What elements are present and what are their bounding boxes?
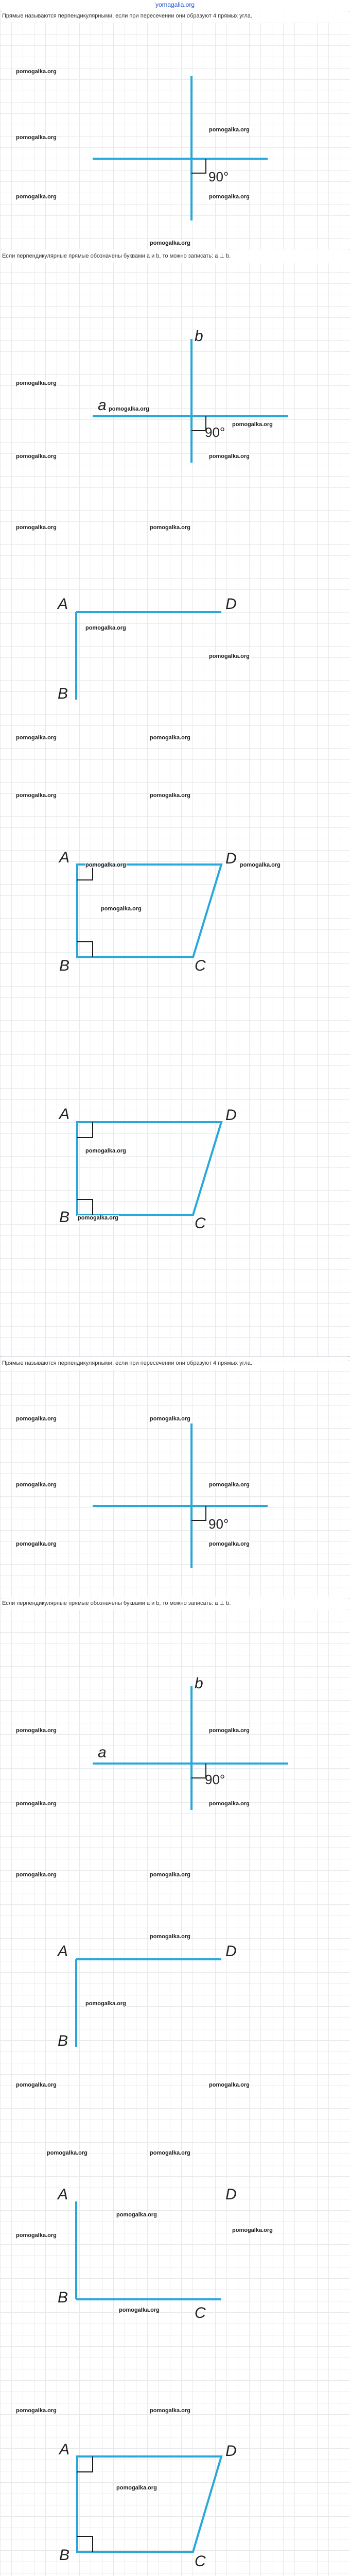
watermark: pomogalka.org — [16, 524, 57, 531]
angle-label: 90° — [205, 425, 225, 440]
watermark: pomogalka.org — [16, 1801, 57, 1807]
watermark: pomogalka.org — [85, 862, 126, 868]
quadrilateral-abcd — [77, 865, 221, 957]
point-a-label: A — [58, 596, 68, 613]
right-angle-b — [77, 942, 93, 957]
point-c-label: C — [195, 1215, 206, 1232]
point-b-label: B — [59, 1209, 70, 1226]
point-d-label: D — [225, 2443, 237, 2460]
watermark: pomogalka.org — [209, 453, 250, 460]
perpendicular-definition: Прямые называются перпендикулярными, если при пересечении они образуют 4 прямых угла. — [2, 1357, 348, 1370]
right-angle-a-2 — [77, 1122, 93, 1138]
angle-label: 90° — [208, 169, 229, 184]
point-c-label: C — [195, 957, 206, 974]
watermark: pomogalka.org — [16, 1541, 57, 1547]
watermark: pomogalka.org — [16, 735, 57, 741]
point-d-label: D — [225, 1943, 237, 1960]
watermark: pomogalka.org — [209, 1482, 250, 1488]
angle-label: 90° — [205, 1772, 225, 1787]
right-angle-b — [77, 2536, 93, 2552]
point-b-label: B — [59, 2547, 70, 2564]
right-angle-marker — [191, 1506, 206, 1520]
watermark: pomogalka.org — [150, 735, 190, 741]
right-angle-marker — [191, 159, 206, 173]
point-a-label: A — [59, 849, 70, 866]
point-b-label: B — [58, 685, 68, 702]
quadrilateral-abcd-2 — [77, 1122, 221, 1215]
diagram-canvas — [0, 1357, 350, 2576]
watermark: pomogalka.org — [150, 1416, 190, 1422]
point-a-label: A — [59, 1106, 70, 1123]
watermark: pomogalka.org — [150, 792, 190, 799]
right-angle-marker-2 — [191, 1764, 206, 1778]
diagram-canvas — [0, 9, 350, 1357]
watermark: pomogalka.org — [16, 792, 57, 799]
watermark: pomogalka.org — [150, 1872, 190, 1878]
site-header[interactable]: yornagalia.org — [0, 0, 350, 9]
watermark: pomogalka.org — [16, 1416, 57, 1422]
watermark: pomogalka.org — [209, 1541, 250, 1547]
point-d-label: D — [225, 1107, 237, 1124]
perpendicular-notation: Если перпендикулярные прямые обозначены буквами a и b, то можно записать: a ⊥ b. — [2, 249, 348, 263]
right-angle-marker-2 — [191, 416, 206, 431]
watermark: pomogalka.org — [150, 524, 190, 531]
line-a-label: a — [98, 397, 107, 414]
point-c-label: C — [195, 2553, 206, 2570]
point-d-label: D — [225, 2186, 237, 2203]
watermark: pomogalka.org — [16, 2408, 57, 2414]
watermark: pomogalka.org — [209, 1727, 250, 1734]
perpendicular-notation: Если перпендикулярные прямые обозначены буквами a и b, то можно записать: a ⊥ b. — [2, 1597, 348, 1610]
watermark: pomogalka.org — [150, 240, 190, 246]
figure-quadrilateral-2 — [77, 1122, 221, 1215]
point-b-label: B — [59, 957, 70, 974]
watermark: pomogalka.org — [78, 1215, 118, 1221]
watermark: pomogalka.org — [232, 421, 273, 428]
point-d-label: D — [225, 850, 237, 867]
watermark: pomogalka.org — [85, 1148, 126, 1154]
watermark: pomogalka.org — [209, 653, 250, 659]
watermark: pomogalka.org — [150, 2408, 190, 2414]
watermark: pomogalka.org — [16, 380, 57, 386]
watermark: pomogalka.org — [116, 2212, 157, 2218]
figure-quadrilateral-1 — [77, 2456, 221, 2552]
point-a-label: A — [58, 2186, 68, 2203]
figure-notation-lines — [93, 1686, 288, 1810]
watermark: pomogalka.org — [209, 1801, 250, 1807]
point-b-label: B — [58, 2289, 68, 2306]
watermark: pomogalka.org — [116, 2485, 157, 2491]
watermark: pomogalka.org — [16, 69, 57, 75]
figure-notation-lines — [93, 339, 288, 463]
quadrilateral-abcd — [77, 2456, 221, 2552]
figure-quadrilateral-1 — [77, 865, 221, 957]
watermark: pomogalka.org — [16, 1872, 57, 1878]
watermark: pomogalka.org — [232, 2227, 273, 2233]
right-angle-a — [77, 2456, 93, 2472]
point-a-label: A — [58, 1943, 68, 1960]
point-d-label: D — [225, 596, 237, 613]
watermark: pomogalka.org — [150, 2150, 190, 2156]
point-b-label: B — [58, 2032, 68, 2049]
watermark: pomogalka.org — [109, 406, 149, 412]
watermark: pomogalka.org — [209, 2082, 250, 2088]
angle-label: 90° — [208, 1516, 229, 1532]
point-c-label: C — [195, 2304, 206, 2321]
watermark: pomogalka.org — [16, 2082, 57, 2088]
watermark: pomogalka.org — [16, 2232, 57, 2239]
watermark: pomogalka.org — [85, 625, 126, 631]
watermark: pomogalka.org — [47, 2150, 87, 2156]
watermark: pomogalka.org — [209, 194, 250, 200]
watermark: pomogalka.org — [119, 2307, 160, 2313]
watermark: pomogalka.org — [16, 194, 57, 200]
line-a-label: a — [98, 1744, 107, 1761]
line-b-label: b — [195, 1675, 203, 1692]
watermark: pomogalka.org — [16, 453, 57, 460]
watermark: pomogalka.org — [16, 1727, 57, 1734]
perpendicular-definition: Прямые называются перпендикулярными, если при пересечении они образуют 4 прямых угла. — [2, 9, 348, 23]
watermark: pomogalka.org — [150, 1934, 190, 1940]
point-a-label: A — [59, 2441, 70, 2458]
line-b-label: b — [195, 328, 203, 345]
watermark: pomogalka.org — [240, 862, 281, 868]
watermark: pomogalka.org — [16, 134, 57, 141]
lesson-section-2 — [0, 1357, 350, 2576]
lesson-section-1 — [0, 9, 350, 1357]
watermark: pomogalka.org — [209, 127, 250, 133]
watermark: pomogalka.org — [16, 1482, 57, 1488]
watermark: pomogalka.org — [85, 2001, 126, 2007]
watermark: pomogalka.org — [101, 906, 142, 912]
right-angle-b-2 — [77, 1199, 93, 1215]
